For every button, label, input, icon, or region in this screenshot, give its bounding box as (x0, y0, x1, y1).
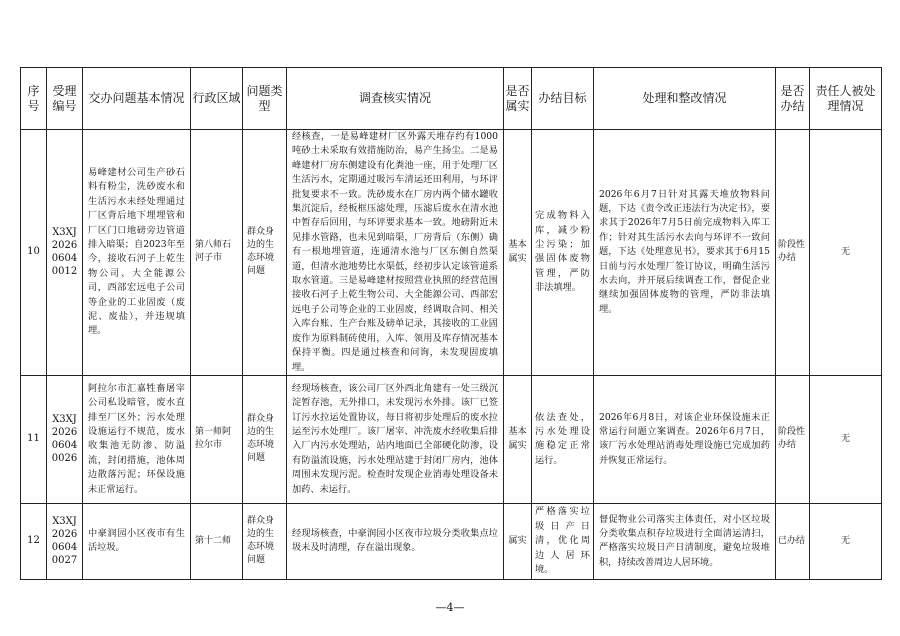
row-type: 群众身边的生态环境问题 (243, 375, 287, 503)
header-verified: 是否属实 (504, 68, 532, 130)
row-accountability: 无 (810, 375, 882, 503)
row-basic: 中豪润园小区夜市有生活垃圾。 (83, 503, 191, 579)
row-verified: 基本属实 (504, 130, 532, 376)
row-investigation: 经现场核查，该公司厂区外西北角建有一处三级沉淀暂存池，无外排口，未发现污水外排。该厂已签订污水拉运处置协议，每日将初步处理后的废水拉运至污水处理厂。该厂屠宰、冲洗废水经收集后排入厂内污水处理站，站内地面已全部硬化防渗，设有防溢流设施，污水处理站建于封闭厂房内，池体周围未发现污泥。检查时发现企业消毒处理设备未加药、未运行。 (287, 375, 504, 503)
row-region: 第八师石河子市 (191, 130, 243, 376)
row-verified: 基本属实 (504, 375, 532, 503)
row-rectification: 督促物业公司落实主体责任，对小区垃圾分类收集点积存垃圾进行全面清运清扫，严格落实垃圾日产日清制度，避免垃圾堆积，持续改善周边人居环境。 (594, 503, 776, 579)
header-basic: 交办问题基本情况 (83, 68, 191, 130)
row-id: X3XJ202606040027 (47, 503, 83, 579)
row-rectification: 2026年6月8日，对该企业环保设施未正常运行问题立案调查。2026年6月7日，该厂污水处理站消毒处理设施已完成加药并恢复正常运行。 (594, 375, 776, 503)
header-id: 受理编号 (47, 68, 83, 130)
row-completed: 已办结 (776, 503, 810, 579)
row-verified: 属实 (504, 503, 532, 579)
header-type: 问题类型 (243, 68, 287, 130)
row-completed: 阶段性办结 (776, 130, 810, 376)
row-seq: 10 (21, 130, 47, 376)
header-seq: 序号 (21, 68, 47, 130)
table-row (21, 375, 882, 503)
row-rectification: 2026年6月7日针对其露天堆放物料问题，下达《责令改正违法行为决定书》，要求其于2026年7月5日前完成物料入库工作；针对其生活污水去向与环评不一致问题，下达《处理意见书》，要求其于6月15日前与污水处理厂签订协议，明确生活污水去向，并开展后续调查工作，督促企业继续加强固体废物的管理，严防非法填埋。 (594, 130, 776, 376)
row-id: X3XJ202606040026 (47, 375, 83, 503)
header-accountability: 责任人被处理情况 (810, 68, 882, 130)
row-seq: 12 (21, 503, 47, 579)
table-row (21, 130, 882, 376)
row-seq: 11 (21, 375, 47, 503)
row-id: X3XJ202606040012 (47, 130, 83, 376)
header-goal: 办结目标 (532, 68, 594, 130)
row-goal: 严格落实垃圾日产日清，优化周边人居环境。 (532, 503, 594, 579)
row-accountability: 无 (810, 503, 882, 579)
row-basic: 阿拉尔市汇嘉牲畜屠宰公司私设暗管，废水直排至厂区外；污水处理设施运行不规范，废水收集池无防渗、防溢流，封闭措施，池体周边散落污泥；环保设施未正常运行。 (83, 375, 191, 503)
row-region: 第十二师 (191, 503, 243, 579)
header-region: 行政区域 (191, 68, 243, 130)
row-accountability: 无 (810, 130, 882, 376)
header-rectification: 处理和整改情况 (594, 68, 776, 130)
complaints-table (20, 67, 882, 580)
header-row (21, 68, 882, 130)
row-investigation: 经现场核查，中豪润园小区夜市垃圾分类收集点垃圾未及时清理，存在溢出现象。 (287, 503, 504, 579)
row-goal: 完成物料入库，减少粉尘污染；加强固体废物管理，严防非法填埋。 (532, 130, 594, 376)
row-type: 群众身边的生态环境问题 (243, 130, 287, 376)
header-investigation: 调查核实情况 (287, 68, 504, 130)
row-goal: 依法查处，污水处理设施稳定正常运行。 (532, 375, 594, 503)
row-basic: 易峰建材公司生产砂石料有粉尘，洗砂废水和生活污水未经处理通过厂区背后地下埋埋管和厂区门口地磅旁边管道排入暗渠；自2023年至今，接收石河子上乾生物公司、大全能源公司，西部宏远电子公司等企业的工业固废（废泥、废盐），并违规填埋。 (83, 130, 191, 376)
row-investigation: 经核查，一是易峰建材厂区外露天堆存约有1000吨砂土未采取有效措施防治，易产生扬尘。二是易峰建材厂房东侧建设有化粪池一座，用于处理厂区生活污水，定期通过吸污车清运还田利用，与环评批复要求不一致。洗砂废水在厂房内两个储水罐收集沉淀后，经板框压滤处理，压滤后废水在清水池中暂存后回用，与环评要求基本一致。地磅附近未见排水管路，也未见到暗渠，厂房背后（东侧）确有一根地埋管道，连通清水池与厂区东侧自然渠道，但清水池地势比水渠低，经初步认定该管道系取水管道。三是易峰建材按照营业执照的经营范围接收石河子上乾生物公司、大全能源公司、西部宏远电子公司等企业的工业固废，经调取合同、相关入库台账、生产台账及磅单记录，其接收的工业固废作为原料制砖使用，入库、领用及库存情况基本保持平衡。四是通过核查和问询，未发现固废填埋。 (287, 130, 504, 376)
table-row (21, 503, 882, 579)
row-region: 第一师阿拉尔市 (191, 375, 243, 503)
header-completed: 是否办结 (776, 68, 810, 130)
row-completed: 阶段性办结 (776, 375, 810, 503)
page-number: —4— (435, 601, 465, 614)
row-type: 群众身边的生态环境问题 (243, 503, 287, 579)
